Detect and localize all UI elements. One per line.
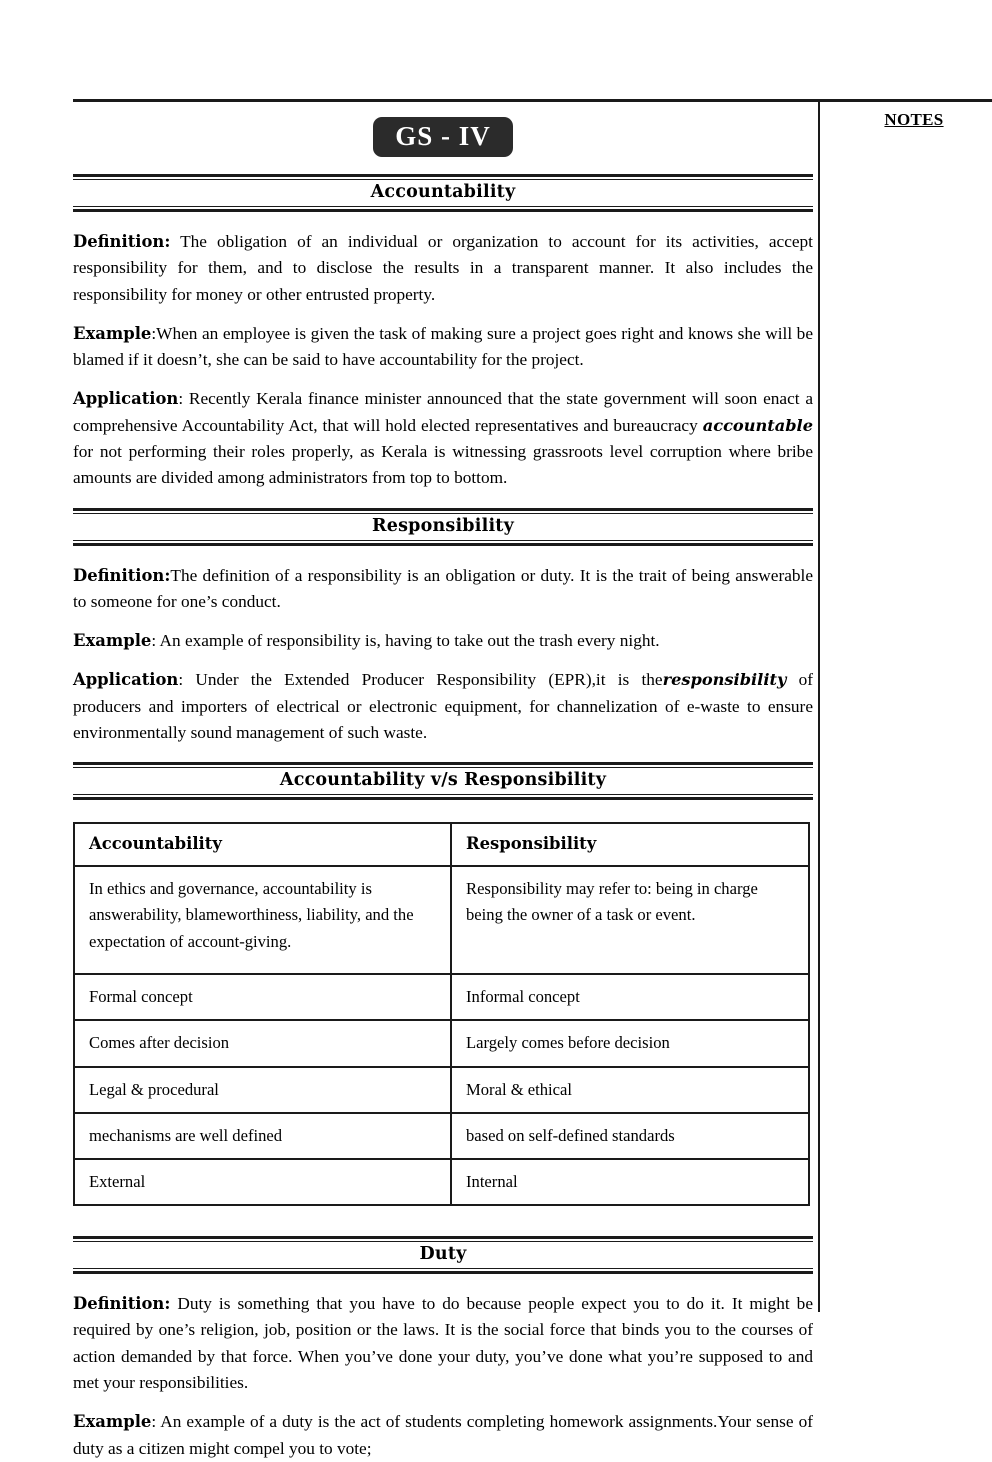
table-row	[74, 866, 809, 974]
section-title: Responsibility	[372, 515, 514, 536]
table-cell: Legal & procedural	[74, 1067, 451, 1113]
gs-paper-badge: GS - IV	[373, 117, 513, 157]
table-row	[74, 974, 809, 1020]
document-body-column	[73, 100, 813, 1462]
paragraph-lead-label: Example	[73, 1412, 152, 1432]
paragraph-text: : Under the Extended Producer Responsibility (EPR),it is the	[178, 670, 663, 690]
table-cell: Largely comes before decision	[451, 1020, 809, 1066]
table-row	[74, 1159, 809, 1205]
notes-heading: NOTES	[884, 110, 944, 129]
paragraph-text: : Recently Kerala finance minister announced that the state government will soon enact a comprehensive Accountability Act, that will hold elected representatives and bureaucracy	[73, 389, 813, 435]
paragraph-text: The obligation of an individual or organization to account for its activities, accept responsibility for them, and to disclose the results in a transparent manner. It also includes the responsibility for money or other entrusted property.	[73, 232, 813, 304]
table-row	[74, 1020, 809, 1066]
paragraph-text: for not performing their roles properly, as Kerala is witnessing grassroots level corruption where bribe amounts are divided among administrators from top to bottom.	[73, 441, 813, 488]
responsibility-example-paragraph	[73, 628, 813, 654]
table-cell: based on self-defined standards	[451, 1113, 809, 1159]
paragraph-lead-label: Definition:	[73, 565, 171, 585]
paragraph-emphasis: responsibility	[662, 670, 787, 690]
notes-column	[826, 110, 992, 130]
section-title: Duty	[419, 1244, 467, 1265]
table-row	[74, 1067, 809, 1113]
paragraph-text: : An example of a duty is the act of students completing homework assignments.Your sense of duty as a citizen might compel you to vote;	[73, 1412, 813, 1458]
table-column-header-accountability: Accountability	[74, 823, 451, 866]
section-heading-duty	[73, 1236, 813, 1274]
paragraph-text: : An example of responsibility is, having to take out the trash every night.	[151, 631, 660, 651]
paragraph-text: of producers and importers of electrical or electronic equipment, for channelization of e-waste to ensure environmentally sound management of such waste.	[73, 670, 813, 742]
table-cell: In ethics and governance, accountability is answerability, blameworthiness, liability, and the expectation of account-giving.	[74, 866, 451, 974]
badge-row	[73, 100, 813, 174]
duty-example-paragraph	[73, 1409, 813, 1462]
paragraph-text: :When an employee is given the task of making sure a project goes right and knows she will be blamed if it doesn’t, she can be said to have accountability for the project.	[73, 323, 813, 370]
section-heading-responsibility	[73, 508, 813, 546]
table-cell: mechanisms are well defined	[74, 1113, 451, 1159]
accountability-vs-responsibility-table	[73, 822, 810, 1206]
paragraph-lead-label: Application	[73, 670, 179, 690]
responsibility-application-paragraph	[73, 667, 813, 746]
paragraph-lead-label: Example	[73, 323, 152, 343]
notes-column-divider	[818, 100, 820, 1312]
table-cell: Moral & ethical	[451, 1067, 809, 1113]
section-heading-accountability	[73, 174, 813, 212]
paragraph-lead-label: Definition:	[73, 232, 171, 251]
table-cell: External	[74, 1159, 451, 1205]
table-cell: Comes after decision	[74, 1020, 451, 1066]
section-title: Accountability v/s Responsibility	[279, 770, 607, 791]
table-cell: Formal concept	[74, 974, 451, 1020]
table-cell: Informal concept	[451, 974, 809, 1020]
table-cell: Internal	[451, 1159, 809, 1205]
paragraph-lead-label: Example	[73, 631, 152, 651]
table-header-row	[74, 823, 809, 866]
paragraph-lead-label: Definition:	[73, 1294, 171, 1314]
table-column-header-responsibility: Responsibility	[451, 823, 809, 866]
responsibility-definition-paragraph	[73, 563, 813, 616]
duty-definition-paragraph	[73, 1291, 813, 1396]
paragraph-emphasis: accountable	[702, 415, 813, 435]
paragraph-text: Duty is something that you have to do because people expect you to do it. It might be required by one’s religion, job, position or the laws. It is the social force that binds you to the courses of action demanded by that force. When you’ve done your duty, you’ve done what you’re supposed to and met your responsibilities.	[73, 1294, 813, 1392]
paragraph-lead-label: Application	[73, 389, 179, 409]
paragraph-text: The definition of a responsibility is an obligation or duty. It is the trait of being answerable to someone for one’s conduct.	[73, 565, 813, 611]
accountability-application-paragraph	[73, 386, 813, 491]
section-heading-comparison	[73, 762, 813, 800]
table-bottom-spacer	[73, 1206, 813, 1236]
accountability-example-paragraph	[73, 321, 813, 374]
table-row	[74, 1113, 809, 1159]
accountability-definition-paragraph	[73, 229, 813, 308]
table-cell: Responsibility may refer to: being in charge being the owner of a task or event.	[451, 866, 809, 974]
section-title: Accountability	[370, 182, 516, 202]
